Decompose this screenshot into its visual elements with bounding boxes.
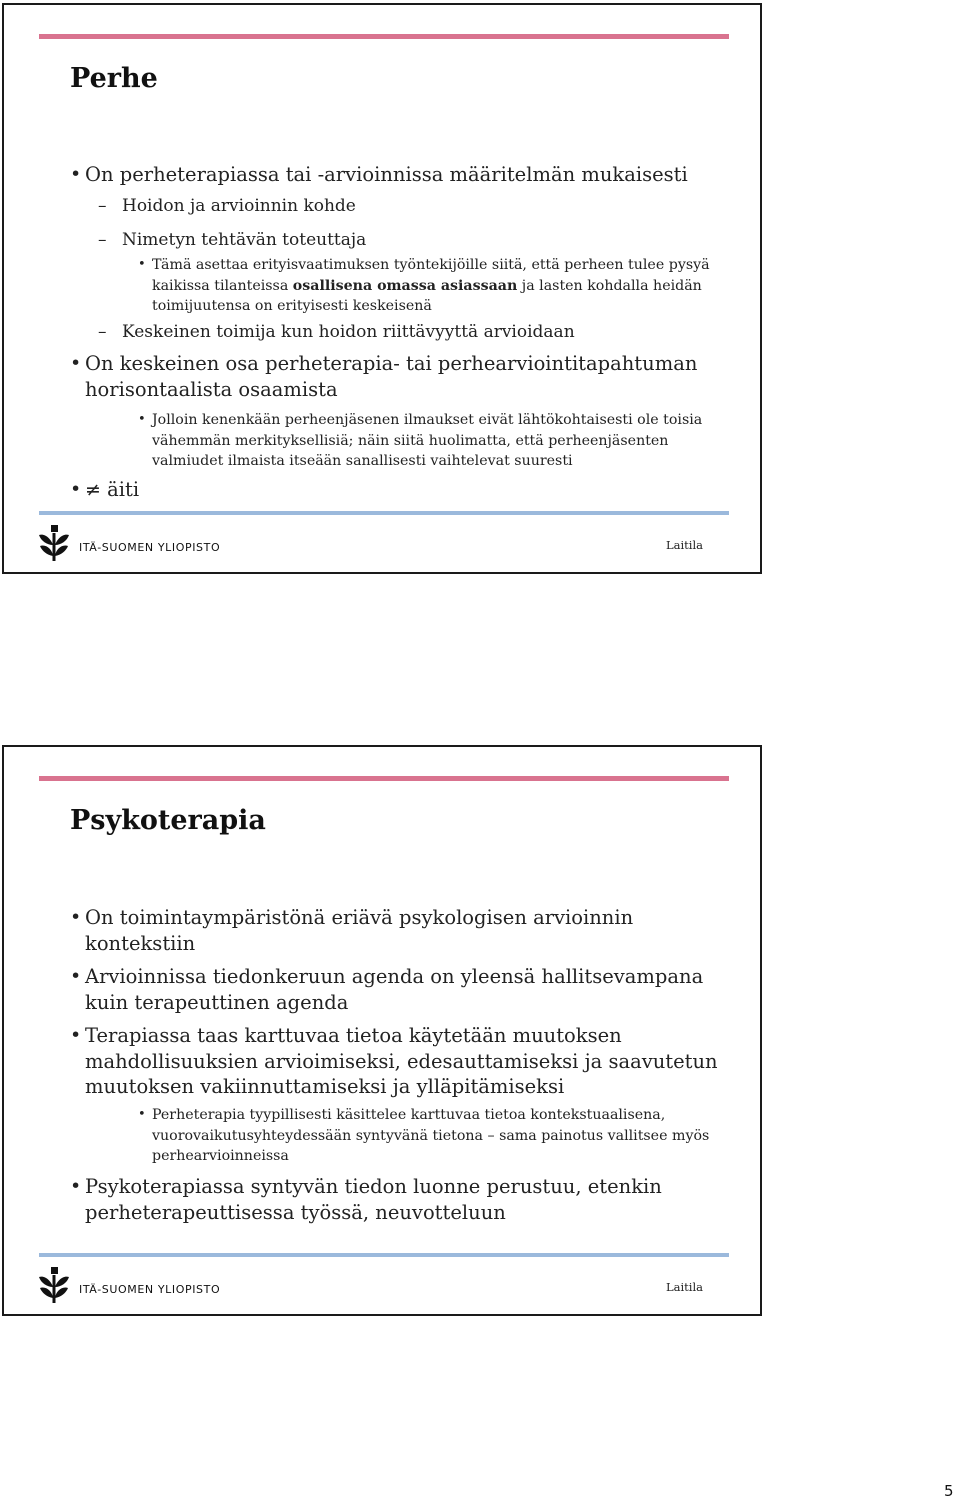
dash-bullet: – bbox=[98, 322, 107, 342]
bullet-text: On keskeinen osa perheterapia- tai perhearviointitapahtuman horisontaalista osaamista bbox=[85, 352, 698, 401]
bullet-text: Psykoterapiassa syntyvän tiedon luonne perustuu, etenkin perheterapeuttisessa työssä, neuvotteluun bbox=[85, 1175, 662, 1224]
bullet-dot: • bbox=[138, 412, 146, 427]
bottom-accent-rule bbox=[39, 1253, 729, 1257]
bullet-dot: • bbox=[70, 965, 82, 987]
bottom-accent-rule bbox=[39, 511, 729, 515]
bullet-dot: • bbox=[70, 1024, 82, 1046]
university-name: ITÄ-SUOMEN YLIOPISTO bbox=[79, 540, 221, 554]
bullet-item bbox=[70, 162, 730, 188]
bullet-dot: • bbox=[138, 1107, 146, 1122]
dash-bullet: – bbox=[98, 196, 107, 216]
not-equal-symbol: ≠ bbox=[85, 479, 101, 501]
bullet-item bbox=[70, 964, 730, 1015]
top-accent-rule bbox=[39, 776, 729, 781]
bullet-item bbox=[70, 477, 730, 504]
author-label: Laitila bbox=[666, 538, 704, 552]
sub-bullet-text: Nimetyn tehtävän toteuttaja bbox=[122, 230, 367, 250]
bullet-text: Arvioinnissa tiedonkeruun agenda on yleensä hallitsevampana kuin terapeuttinen agenda bbox=[85, 965, 704, 1014]
slide-psykoterapia bbox=[2, 745, 762, 1316]
footer-logo bbox=[37, 1265, 220, 1305]
dash-bullet: – bbox=[98, 230, 107, 250]
detail-text: Perheterapia tyypillisesti käsittelee karttuvaa tietoa kontekstuaalisena, vuorovaikutusyhteydessään syntyvänä tietona – sama painotus vallitsee myös perhearvioinneissa bbox=[152, 1107, 710, 1164]
sub-bullet-item bbox=[70, 229, 730, 251]
slide-title: Psykoterapia bbox=[70, 805, 266, 836]
detail-text-after: ja lasten kohdalla heidän toimijuutensa on erityisesti keskeisenä bbox=[152, 277, 702, 314]
bullet-dot: • bbox=[70, 1175, 82, 1197]
bullet-text: Terapiassa taas karttuvaa tietoa käytetään muutoksen mahdollisuuksien arvioimiseksi, edesauttamiseksi ja saavutetun muutoksen vakiinnuttamiseksi ja ylläpitämiseksi bbox=[85, 1024, 718, 1098]
top-accent-rule bbox=[39, 34, 729, 39]
detail-text-before: Tämä asettaa erityisvaatimuksen työntekijöille siitä, että perheen tulee pysyä kaikissa tilanteissa bbox=[152, 257, 710, 294]
sub-bullet-text: Hoidon ja arvioinnin kohde bbox=[122, 196, 356, 216]
slide-title: Perhe bbox=[70, 63, 158, 94]
bullet-dot: • bbox=[138, 257, 146, 272]
bullet-dot: • bbox=[70, 163, 82, 185]
bullet-item bbox=[70, 1174, 730, 1225]
footer-logo bbox=[37, 523, 220, 563]
bullet-dot: • bbox=[70, 352, 82, 374]
sub-sub-bullet-item bbox=[70, 410, 730, 472]
bullet-text: On toimintaympäristönä eriävä psykologisen arvioinnin kontekstiin bbox=[85, 906, 634, 955]
sub-sub-bullet-item bbox=[70, 1105, 730, 1167]
bullet-item bbox=[70, 905, 730, 956]
bullet-dot: • bbox=[70, 478, 82, 500]
uef-logo-icon bbox=[37, 1267, 71, 1303]
sub-bullet-item bbox=[70, 195, 730, 217]
author-label: Laitila bbox=[666, 1280, 704, 1294]
uef-logo-icon bbox=[37, 525, 71, 561]
detail-text-bold: osallisena omassa asiassaan bbox=[292, 277, 518, 294]
sub-sub-bullet-item bbox=[70, 255, 730, 317]
university-name: ITÄ-SUOMEN YLIOPISTO bbox=[79, 1282, 221, 1296]
slide-perhe bbox=[2, 3, 762, 574]
page-number: 5 bbox=[944, 1482, 954, 1500]
bullet-item bbox=[70, 1023, 730, 1100]
sub-bullet-item bbox=[70, 321, 730, 343]
bullet-text: On perheterapiassa tai -arvioinnissa määritelmän mukaisesti bbox=[85, 163, 688, 186]
bullet-item bbox=[70, 351, 730, 402]
bullet-text: äiti bbox=[107, 478, 140, 501]
sub-bullet-text: Keskeinen toimija kun hoidon riittävyyttä arvioidaan bbox=[122, 322, 575, 342]
detail-text: Jolloin kenenkään perheenjäsenen ilmaukset eivät lähtökohtaisesti ole toisia vähemmän merkityksellisiä; näin siitä huolimatta, että perheenjäsenten valmiudet ilmaista itseään sanallisesti vaihtelevat suuresti bbox=[152, 412, 703, 469]
bullet-dot: • bbox=[70, 906, 82, 928]
